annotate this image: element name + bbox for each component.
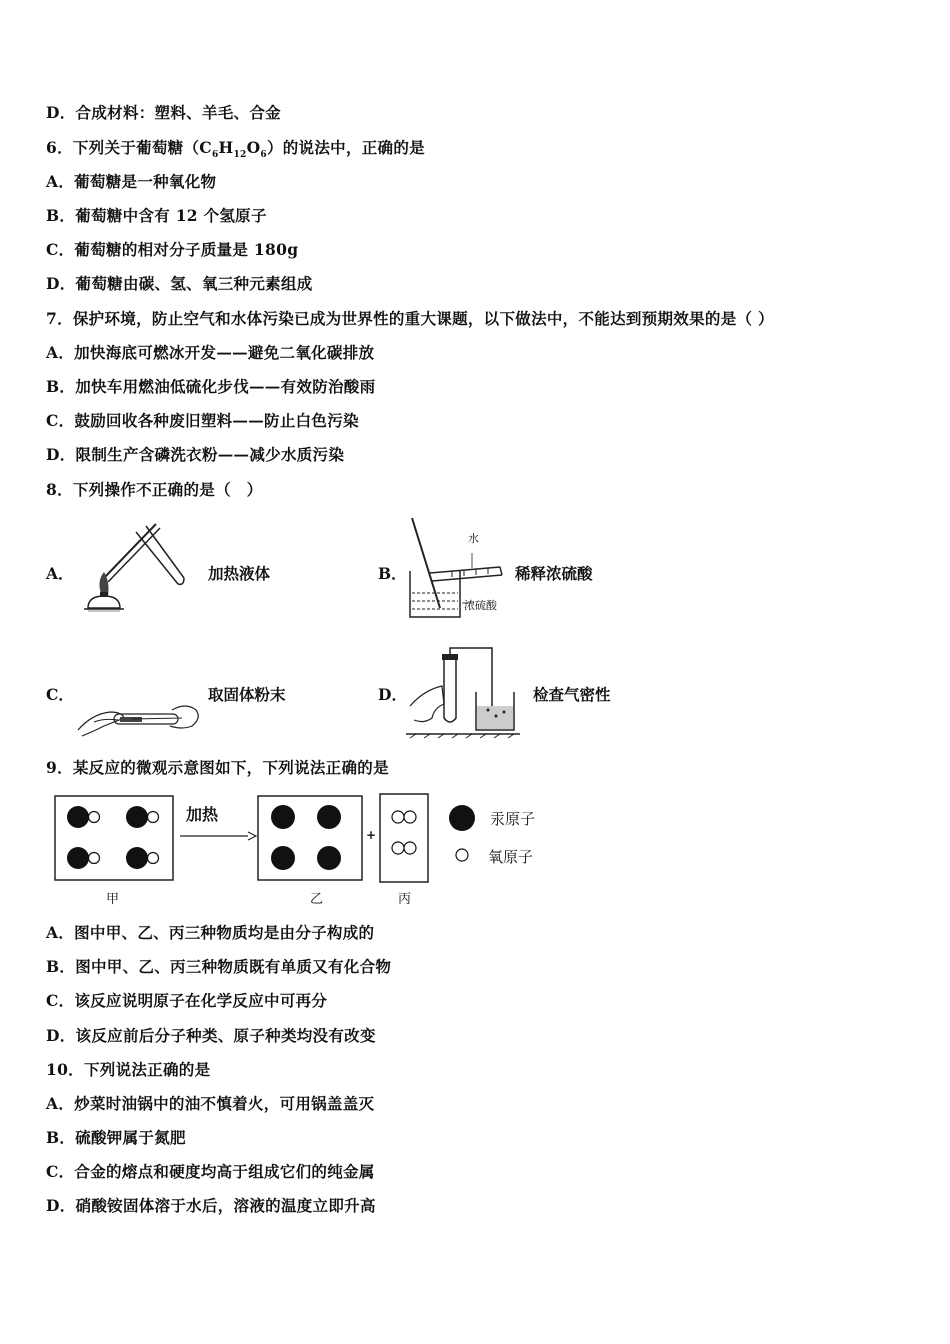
formula-c-sub: 6 xyxy=(211,150,219,161)
formula-o: O xyxy=(246,138,261,157)
q8-option-c-letter: C． xyxy=(46,685,74,704)
q8-option-c-label: 取固体粉末 xyxy=(208,685,286,704)
q10-stem: 10．下列说法正确的是 xyxy=(46,1060,211,1079)
q5-option-d: D．合成材料：塑料、羊毛、合金 xyxy=(46,103,281,122)
hgo-molecule xyxy=(126,806,159,828)
q9-option-b: B．图中甲、乙、丙三种物质既有单质又有化合物 xyxy=(46,957,392,976)
q8-option-b-letter: B． xyxy=(378,564,407,583)
q6-stem-pre: 6．下列关于葡萄糖（ xyxy=(46,138,200,157)
q9-option-c: C．该反应说明原子在化学反应中可再分 xyxy=(46,991,328,1010)
formula-h: H xyxy=(218,138,234,157)
q6-option-d: D．葡萄糖由碳、氢、氧三种元素组成 xyxy=(46,274,313,293)
q10-option-d: D．硝酸铵固体溶于水后，溶液的温度立即升高 xyxy=(46,1196,376,1215)
box-yi-label: 乙 xyxy=(310,892,324,907)
q8-option-a-letter: A． xyxy=(46,564,74,583)
box-yi xyxy=(258,796,362,880)
legend-o-icon xyxy=(456,849,468,861)
heating-liquid-figure xyxy=(74,516,189,622)
q10-option-a: A．炒菜时油锅中的油不慎着火，可用锅盖盖灭 xyxy=(46,1094,375,1113)
box-jia-label: 甲 xyxy=(106,892,120,907)
q6-option-b: B．葡萄糖中含有 12 个氢原子 xyxy=(46,206,267,225)
q6-stem xyxy=(46,136,425,160)
fig-water-label: 水 xyxy=(468,532,479,545)
heat-label: 加热 xyxy=(186,805,219,824)
formula-c: C xyxy=(199,138,212,157)
q10-option-c: C．合金的熔点和硬度均高于组成它们的纯金属 xyxy=(46,1162,375,1181)
q7-stem: 7．保护环境，防止空气和水体污染已成为世界性的重大课题，以下做法中，不能达到预期效果的是（ ） xyxy=(46,309,774,328)
legend-hg-label: 汞原子 xyxy=(490,810,536,828)
q6-formula xyxy=(199,138,267,161)
reaction-diagram xyxy=(54,792,554,910)
hgo-molecule xyxy=(67,847,100,869)
q7-option-b: B．加快车用燃油低硫化步伐——有效防治酸雨 xyxy=(46,377,376,396)
hg-atom xyxy=(271,846,295,870)
q7-option-a: A．加快海底可燃冰开发——避免二氧化碳排放 xyxy=(46,343,375,362)
legend-o-label: 氧原子 xyxy=(488,848,534,866)
box-bing xyxy=(380,794,428,882)
o2-molecule xyxy=(392,842,416,854)
q10-option-b: B．硫酸钾属于氮肥 xyxy=(46,1128,186,1147)
airtight-check-figure xyxy=(404,646,522,742)
hg-atom xyxy=(317,805,341,829)
q8-option-d-letter: D． xyxy=(378,685,407,704)
hg-atom xyxy=(317,846,341,870)
q8-option-d-label: 检查气密性 xyxy=(533,685,611,704)
fig-acid-label: 浓硫酸 xyxy=(464,599,497,612)
legend-hg-icon xyxy=(449,805,475,831)
q6-stem-post: ）的说法中，正确的是 xyxy=(266,138,425,157)
q8-stem: 8．下列操作不正确的是（ ） xyxy=(46,480,263,499)
hgo-molecule xyxy=(126,847,159,869)
o2-molecule xyxy=(392,811,416,823)
q7-option-c: C．鼓励回收各种废旧塑料——防止白色污染 xyxy=(46,411,359,430)
q9-option-a: A．图中甲、乙、丙三种物质均是由分子构成的 xyxy=(46,923,375,942)
q9-option-d: D．该反应前后分子种类、原子种类均没有改变 xyxy=(46,1026,376,1045)
q6-option-a: A．葡萄糖是一种氧化物 xyxy=(46,172,217,191)
q8-option-b-label: 稀释浓硫酸 xyxy=(515,564,593,583)
plus-sign: + xyxy=(366,828,377,842)
hg-atom xyxy=(271,805,295,829)
q7-option-d: D．限制生产含磷洗衣粉——减少水质污染 xyxy=(46,445,345,464)
q9-stem: 9．某反应的微观示意图如下，下列说法正确的是 xyxy=(46,758,389,777)
formula-h-sub: 12 xyxy=(233,150,247,161)
q8-option-a-label: 加热液体 xyxy=(208,564,271,583)
formula-o-sub: 6 xyxy=(260,150,267,161)
q6-option-c: C．葡萄糖的相对分子质量是 180g xyxy=(46,240,299,259)
take-powder-figure xyxy=(74,692,204,742)
hgo-molecule xyxy=(67,806,100,828)
box-bing-label: 丙 xyxy=(398,892,412,907)
